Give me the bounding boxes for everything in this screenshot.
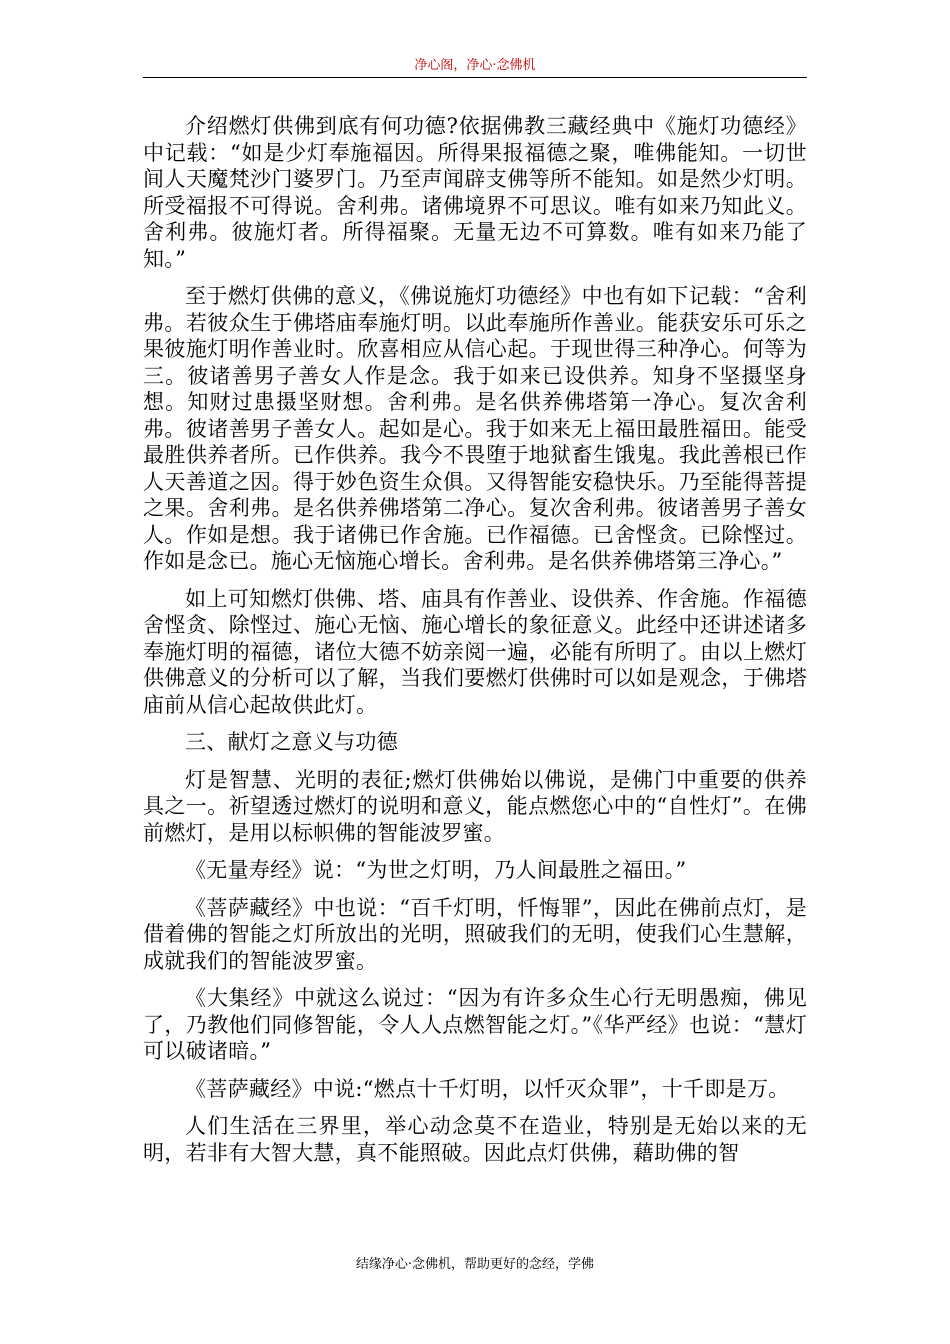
paragraph: 人们生活在三界里，举心动念莫不在造业，特别是无始以来的无明，若非有大智大慧，真不能照破。因此点灯供佛，藉助佛的智 [143,1114,807,1165]
paragraph: 《菩萨藏经》中说:“燃点十千灯明，以忏灭众罪”，十千即是万。 [185,1076,790,1101]
paragraph: 如上可知燃灯供佛、塔、庙具有作善业、设供养、作舍施。作福德舍悭贪、除悭过、施心无恼、施心增长的象征意义。此经中还讲述诸多奉施灯明的福德，诸位大德不妨亲阅一遍，必能有所明了。由以上燃灯供佛意义的分析可以了解，当我们要燃灯供佛时可以如是观念，于佛塔庙前从信心起故供此灯。 [143,586,807,717]
document-body [143,113,807,1177]
page-footer: 结缘净心·念佛机，帮助更好的念经，学佛 [355,1257,595,1272]
section-heading: 三、献灯之意义与功德 [185,730,398,754]
paragraph: 《无量寿经》说：“为世之灯明，乃人间最胜之福田。” [185,858,687,882]
header-divider [143,77,807,78]
paragraph: 《大集经》中就这么说过：“因为有许多众生心行无明愚痴，佛见了，乃教他们同修智能，令人人点燃智能之灯。”《华严经》也说：“慧灯可以破诸暗。” [143,986,807,1063]
paragraph: 《菩萨藏经》中也说：“百千灯明，忏悔罪”，因此在佛前点灯，是借着佛的智能之灯所放出的光明，照破我们的无明，使我们心生慧解，成就我们的智能波罗蜜。 [143,895,807,973]
paragraph: 介绍燃灯供佛到底有何功德?依据佛教三藏经典中《施灯功德经》中记载：“如是少灯奉施福因。所得果报福德之聚，唯佛能知。一切世间人天魔梵沙门婆罗门。乃至声闻辟支佛等所不能知。如是然少灯明。所受福报不可得说。舍利弗。诸佛境界不可思议。唯有如来乃知此义。舍利弗。彼施灯者。所得福聚。无量无边不可算数。唯有如来乃能了知。” [143,114,807,271]
paragraph: 至于燃灯供佛的意义，《佛说施灯功德经》中也有如下记载：“舍利弗。若彼众生于佛塔庙奉施灯明。以此奉施所作善业。能获安乐可乐之果彼施灯明作善业时。欣喜相应从信心起。于现世得三种净心。何等为三。彼诸善男子善女人作是念。我于如来已设供养。知身不坚摄坚身想。知财过患摄坚财想。舍利弗。是名供养佛塔第一净心。复次舍利弗。彼诸善男子善女人。起如是心。我于如来无上福田最胜福田。能受最胜供养者所。已作供养。我今不畏堕于地狱畜生饿鬼。我此善根已作人天善道之因。得于妙色资生众俱。又得智能安稳快乐。乃至能得菩提之果。舍利弗。是名供养佛塔第二净心。复次舍利弗。彼诸善男子善女人。作如是想。我于诸佛已作舍施。已作福德。已舍悭贪。已除悭过。作如是念已。施心无恼施心增长。舍利弗。是名供养佛塔第三净心。” [143,284,807,573]
page-header: 净心阁，净心·念佛机 [414,58,536,73]
paragraph: 灯是智慧、光明的表征;燃灯供佛始以佛说，是佛门中重要的供养具之一。祈望透过燃灯的说明和意义，能点燃您心中的“自性灯”。在佛前燃灯，是用以标帜佛的智能波罗蜜。 [143,767,807,845]
